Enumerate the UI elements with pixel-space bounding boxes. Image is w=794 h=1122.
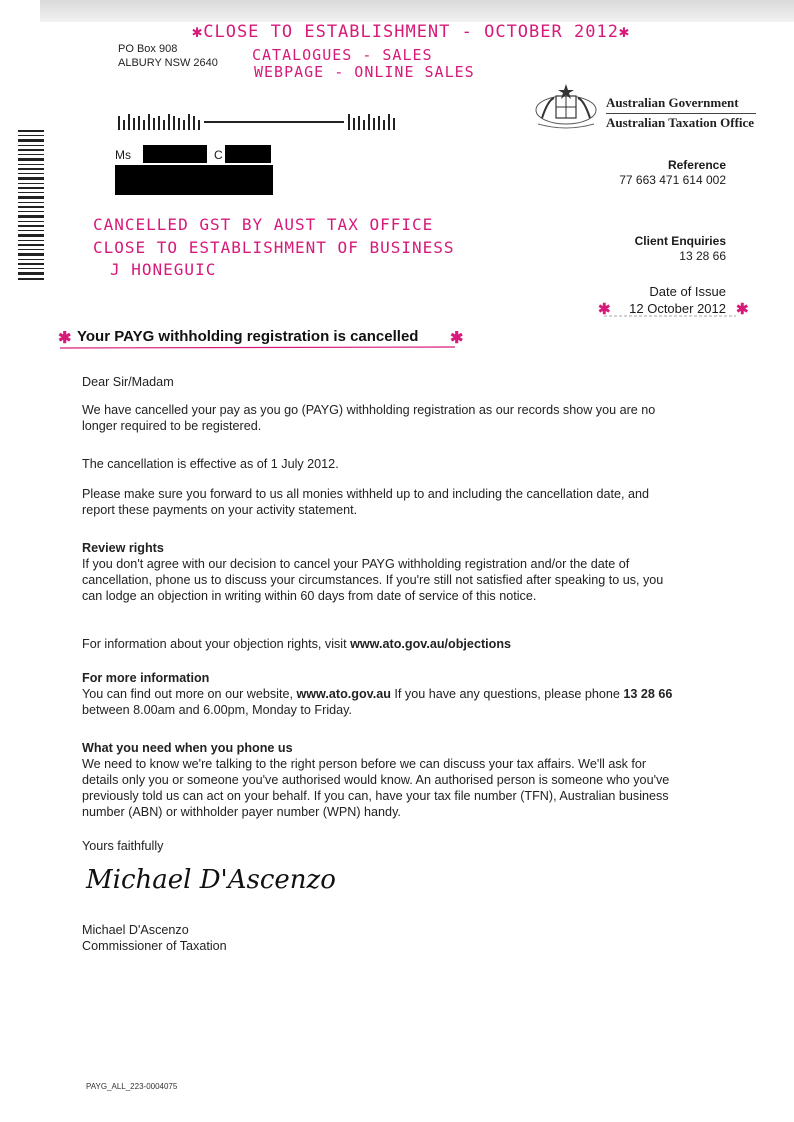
coat-of-arms-icon xyxy=(528,80,604,132)
underline-mark xyxy=(604,314,736,318)
star-mark-icon: ✱ xyxy=(598,301,611,318)
reference-label: Reference xyxy=(667,158,726,172)
postal-barcode xyxy=(118,112,398,132)
closing-text: Yours faithfully xyxy=(82,839,164,853)
review-heading: Review rights xyxy=(82,541,164,555)
enquiries-value: 13 28 66 xyxy=(679,249,726,263)
handwritten-note-initials: J HONEGUIC xyxy=(110,260,217,279)
star-mark-icon: ✱ xyxy=(58,330,72,347)
handwritten-note-webpage: WEBPAGE - ONLINE SALES xyxy=(254,63,475,81)
signer-title: Commissioner of Taxation xyxy=(82,939,227,953)
signer-name: Michael D'Ascenzo xyxy=(82,923,189,937)
issue-value: 12 October 2012 xyxy=(629,301,726,316)
star-mark-icon: ✱ xyxy=(450,330,464,347)
sender-address xyxy=(118,42,218,70)
issue-block xyxy=(629,283,726,317)
info-heading: For more information xyxy=(82,671,210,685)
website-link[interactable]: www.ato.gov.au xyxy=(296,687,391,701)
handwritten-note-catalogues: CATALOGUES - SALES xyxy=(252,46,433,64)
greeting-text: Dear Sir/Madam xyxy=(82,375,174,389)
issue-label: Date of Issue xyxy=(649,284,726,299)
objection-line xyxy=(82,636,682,652)
info-text: If you have any questions, please phone xyxy=(390,687,624,701)
handwritten-note-establishment: ✱CLOSE TO ESTABLISHMENT - OCTOBER 2012✱ xyxy=(192,22,631,42)
reference-value: 77 663 471 614 002 xyxy=(619,173,726,187)
objection-link[interactable]: www.ato.gov.au/objections xyxy=(350,637,512,651)
info-text: You can find out more on our website, xyxy=(82,687,297,701)
gov-name: Australian Government xyxy=(606,95,739,110)
paragraph-3-text: Please make sure you forward to us all monies withheld up to and including the cancellation date, and report these payments on your activity statement. xyxy=(82,487,650,517)
signer-block xyxy=(82,922,682,954)
redaction-bar xyxy=(115,165,273,195)
review-body: If you don't agree with our decision to cancel your PAYG withholding registration and/or the date of cancellation, phone us to discuss your circumstances. If you're still not satisfied after speaking to us, you can lodge an objection in writing within 60 days from date of service of this notice. xyxy=(82,557,664,603)
redaction-bar xyxy=(143,145,207,163)
signature: Michael D'Ascenzo xyxy=(86,865,336,895)
agency-divider xyxy=(606,113,756,114)
paragraph-1 xyxy=(82,402,682,434)
letter-title: Your PAYG withholding registration is cancelled xyxy=(77,328,419,345)
sender-city: ALBURY NSW 2640 xyxy=(118,57,218,69)
paragraph-1-text: We have cancelled your pay as you go (PAYG) withholding registration as our records show you are no longer required to be registered. xyxy=(82,403,656,433)
po-box: PO Box 908 xyxy=(118,43,178,55)
enquiries-block xyxy=(635,234,726,264)
paragraph-2 xyxy=(82,456,682,472)
paragraph-3 xyxy=(82,486,682,518)
office-name: Australian Taxation Office xyxy=(606,115,755,130)
info-text: between 8.00am and 6.00pm, Monday to Friday. xyxy=(82,703,352,717)
recipient-initial: C xyxy=(214,148,223,162)
phone-number: 13 28 66 xyxy=(623,687,673,701)
form-code: PAYG_ALL_223-0004075 xyxy=(86,1082,178,1091)
reference-block xyxy=(619,158,726,188)
star-mark-icon: ✱ xyxy=(736,301,749,318)
scan-top-band xyxy=(40,0,794,22)
enquiries-label: Client Enquiries xyxy=(634,234,726,248)
closing xyxy=(82,838,682,854)
handwritten-note-close-business: CLOSE TO ESTABLISHMENT OF BUSINESS xyxy=(93,238,455,257)
phone-body: We need to know we're talking to the right person before we can discuss your tax affairs. We'll ask for details only you or someone you've authorised would know. An authorised person is someone who you've previously told us can act on your behalf. If you can, have your tax file number (TFN), Australian business number (ABN) or withholder payer number (WPN) handy. xyxy=(82,757,670,819)
phone-heading: What you need when you phone us xyxy=(82,741,293,755)
more-info-section xyxy=(82,670,682,718)
review-rights-section xyxy=(82,540,682,604)
redaction-bar xyxy=(225,145,271,163)
title-underline xyxy=(60,346,455,350)
greeting xyxy=(82,374,682,390)
objection-text: For information about your objection rights, visit xyxy=(82,637,351,651)
recipient-prefix: Ms xyxy=(115,148,131,162)
handwritten-note-cancelled-gst: CANCELLED GST BY AUST TAX OFFICE xyxy=(93,215,434,234)
phone-section xyxy=(82,740,682,820)
paragraph-2-text: The cancellation is effective as of 1 July 2012. xyxy=(82,457,339,471)
side-barcode xyxy=(18,130,44,282)
